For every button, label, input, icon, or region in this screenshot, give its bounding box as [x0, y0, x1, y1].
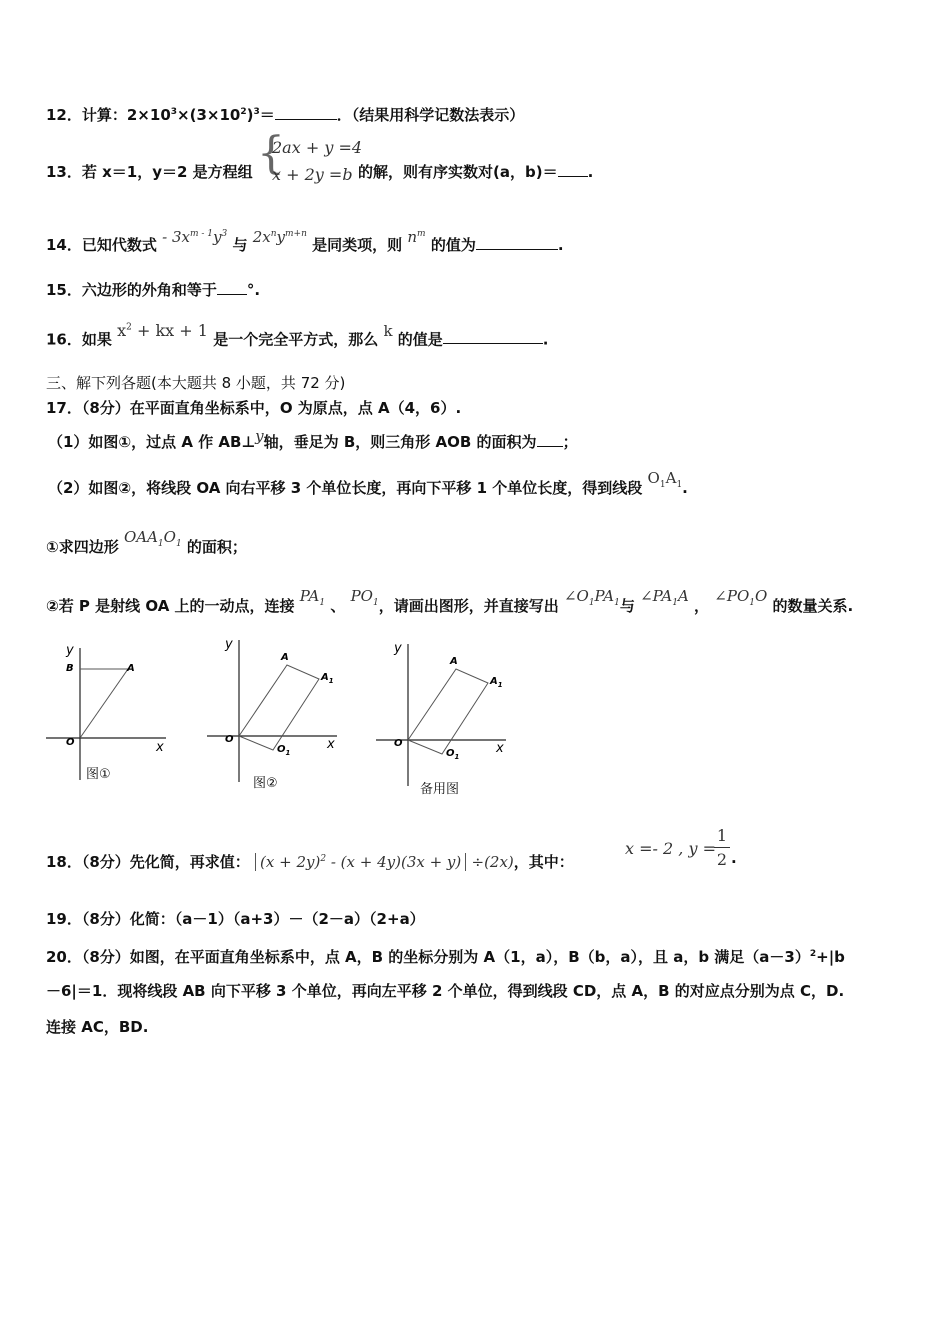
answer-blank[interactable] [217, 280, 247, 295]
point-o1-label: $O_1$ [277, 744, 291, 757]
question-15: 15．六边形的外角和等于 °. [46, 281, 261, 299]
answer-blank[interactable] [537, 432, 563, 447]
expr-bracket: $(x + 2y)^2 - (x + 4y)(3x + y)$ [255, 853, 466, 871]
expr-quadratic: $x^2$ + kx + 1 [117, 321, 208, 341]
axis-y-label: y [394, 641, 402, 656]
q18-end: . [731, 849, 737, 867]
figure-caption: 图① [86, 767, 111, 782]
axis-y-label: y [66, 643, 74, 658]
point-a1-label: $A_1$ [321, 672, 334, 685]
figure-1 [44, 640, 174, 790]
axis-x-label: x [156, 740, 164, 755]
figure-spare [374, 636, 514, 806]
question-17-part1: （1）如图①，过点 A 作 AB⊥y轴，垂足为 B，则三角形 AOB 的面积为 ； [48, 427, 578, 451]
system-eq-1: 2ax + y =4 [272, 138, 363, 157]
question-17-head: 17．（8分）在平面直角坐标系中，O 为原点，点 A（4，6）. [46, 399, 462, 417]
segment-o1a1: $O_1A_1$ [647, 469, 683, 490]
figure-caption: 图② [253, 776, 278, 791]
question-17-part2: （2）如图②，将线段 OA 向右平移 3 个单位长度，再向下平移 1 个单位长度，得到线段 $O_1A_1$. [48, 469, 688, 497]
fraction-numerator: 1 [716, 826, 728, 845]
question-14: 14．已知代数式 - $3x^{m - 1}y^3$ 与 $2x^ny^{m+n}$ 是同类项，则 $n^m$ 的值为 . [46, 228, 564, 254]
axis-y-label: y [225, 637, 233, 652]
equation-brace: { [257, 128, 285, 179]
question-13-tail: 的解，则有序实数对(a，b)＝ . [358, 163, 594, 181]
section-heading: 三、解下列各题(本大题共 8 小题，共 72 分) [46, 374, 346, 392]
expr-term-1: - $3x^{m - 1}y^3$ [162, 228, 228, 246]
point-o-label: O [225, 734, 234, 745]
point-o-label: O [66, 737, 75, 748]
answer-blank[interactable] [275, 105, 337, 120]
point-o1-label: $O_1$ [446, 748, 460, 761]
point-b-label: B [66, 663, 74, 674]
axis-x-label: x [327, 737, 335, 752]
expr-term-3: $n^m$ [407, 228, 426, 246]
question-17-sub2: ②若 P 是射线 OA 上的一动点，连接 $PA_1$ 、 $PO_1$，请画出图形，并直接写出 $\angle O_1PA_1$与 $\angle PA_1A$ ， $\angle PO_1O$ 的数量关系. [46, 587, 854, 615]
expr-term-2: $2x^ny^{m+n}$ [252, 228, 307, 246]
fraction-denominator: 2 [716, 850, 728, 869]
question-12: 12．计算：$2\times 10^3\times(3\times 10^2)^3=$ ．（结果用科学记数法表示） [46, 106, 525, 124]
answer-blank[interactable] [558, 162, 588, 177]
question-19: 19．（8分）化简：（a－1）（a+3）－（2－a）（2+a） [46, 910, 425, 928]
axis-x-label: x [496, 741, 504, 756]
quad-oaa1o1: $OAA_1O_1$ [123, 528, 182, 549]
question-13: 13．若 x＝1，y＝2 是方程组 [46, 163, 253, 181]
figure-2 [205, 632, 345, 802]
point-a1-label: $A_1$ [490, 676, 503, 689]
figure-caption: 备用图 [420, 782, 460, 797]
point-a-label: A [450, 656, 458, 667]
question-20-line3: 连接 AC，BD. [46, 1018, 149, 1036]
point-o-label: O [394, 738, 403, 749]
answer-blank[interactable] [443, 329, 543, 344]
question-20-line2: －6|＝1．现将线段 AB 向下平移 3 个单位，再向左平移 2 个单位，得到线段 CD，点 A，B 的对应点分别为点 C，D. [46, 982, 845, 1000]
system-eq-2: x + 2y =b [272, 165, 353, 184]
point-a-label: A [281, 652, 289, 663]
var-k: k [383, 322, 393, 341]
point-a-label: A [127, 663, 135, 674]
fraction-bar [714, 847, 730, 848]
question-20-line1: 20．（8分）如图，在平面直角坐标系中，点 A，B 的坐标分别为 A（1，a），B（b，a），且 a，b 满足$(a-3)^2+|b$ [46, 948, 845, 966]
answer-blank[interactable] [476, 235, 558, 250]
question-16: 16．如果 $x^2$ + kx + 1 是一个完全平方式，那么 k 的值是 . [46, 321, 549, 349]
condition-x: x =- 2 , y = [625, 839, 716, 858]
question-18: 18．（8分）先化简，再求值： $(x + 2y)^2 - (x + 4y)(3x + y) \div(2x)$，其中： [46, 853, 574, 871]
question-17-sub1: ①求四边形 $OAA_1O_1$ 的面积； [46, 528, 247, 556]
